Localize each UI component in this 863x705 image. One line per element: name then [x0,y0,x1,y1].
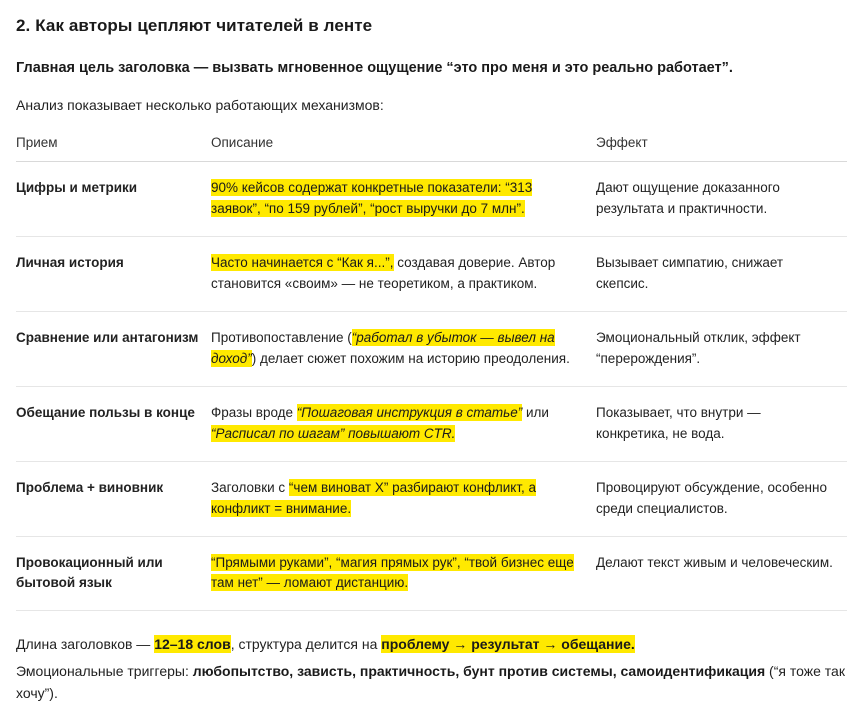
description-head: Заголовки с [211,479,289,495]
table-row [16,461,847,536]
summary-line-triggers [16,660,847,705]
highlight-text: “работал в убыток — вывел на доход” [211,330,555,366]
table-row [16,237,847,312]
highlight-text: “Прямыми руками”, “магия прямых рук”, “твой бизнес еще там нет” — ломают дистанцию. [211,554,574,591]
highlight-word-count: 12–18 слов [154,636,231,653]
technique-description [211,386,596,461]
technique-effect: Вызывает симпатию, снижает скепсис. [596,237,847,312]
lead-paragraph: Главная цель заголовка — вызвать мгновенное ощущение “это про меня и это реально работает”. [16,60,733,76]
technique-effect: Провоцируют обсуждение, особенно среди специалистов. [596,461,847,536]
description-tail: создавая доверие. Автор становится «своим» — не теоретиком, а практиком. [211,255,556,292]
technique-name: Проблема + виновник [16,461,211,536]
intro-paragraph: Анализ показывает несколько работающих механизмов: [16,97,384,114]
technique-description [211,461,596,536]
technique-effect: Дают ощущение доказанного результата и практичности. [596,162,847,237]
description-head: Противопоставление ( [211,330,352,345]
technique-name: Сравнение или антагонизм [16,312,211,387]
summary-middle: , структура делится на [230,636,382,653]
triggers-list: любопытство, зависть, практичность, бунт против системы, самоидентификация [192,662,766,679]
description-head: Фразы вроде [211,404,297,420]
column-header-technique: Прием [16,135,211,162]
highlight-text: Часто начинается с “Как я...”, [211,255,394,271]
description-tail: ) делает сюжет похожим на историю преодоления. [251,350,570,366]
techniques-table [16,135,847,611]
column-header-description: Описание [211,135,596,162]
technique-name: Провокационный или бытовой язык [16,536,211,611]
technique-name: Обещание пользы в конце [16,386,211,461]
triggers-tail: (“я тоже так хочу”). [16,662,845,702]
summary-block [16,633,847,704]
table-row [16,312,847,387]
technique-name: Цифры и метрики [16,162,211,237]
technique-description [211,536,596,611]
table-row [16,536,847,611]
table-row [16,162,847,237]
highlight-text-secondary: “Расписал по шагам” повышают CTR. [211,425,456,441]
technique-effect: Делают текст живым и человеческим. [596,536,847,611]
page-title: 2. Как авторы цепляют читателей в ленте [16,16,373,35]
description-middle: или [522,404,549,420]
table-row [16,386,847,461]
summary-head: Длина заголовков — [16,636,155,653]
highlight-text: 90% кейсов содержат конкретные показатели: “313 заявок”, “по 159 рублей”, “рост выручки до 7 млн”. [211,180,533,217]
technique-description [211,237,596,312]
column-header-effect: Эффект [596,135,847,162]
highlight-text: “Пошаговая инструкция в статье” [296,404,523,420]
technique-description [211,312,596,387]
technique-name: Личная история [16,237,211,312]
table-header-row [16,135,847,162]
highlight-text: “чем виноват Х” разбирают конфликт, а конфликт = внимание. [211,479,537,516]
triggers-head: Эмоциональные триггеры: [16,662,193,679]
technique-effect: Показывает, что внутри — конкретика, не вода. [596,386,847,461]
technique-effect: Эмоциональный отклик, эффект “перерождения”. [596,312,847,387]
highlight-structure: проблему → результат → обещание. [381,636,635,653]
summary-line-length [16,633,847,655]
technique-description [211,162,596,237]
